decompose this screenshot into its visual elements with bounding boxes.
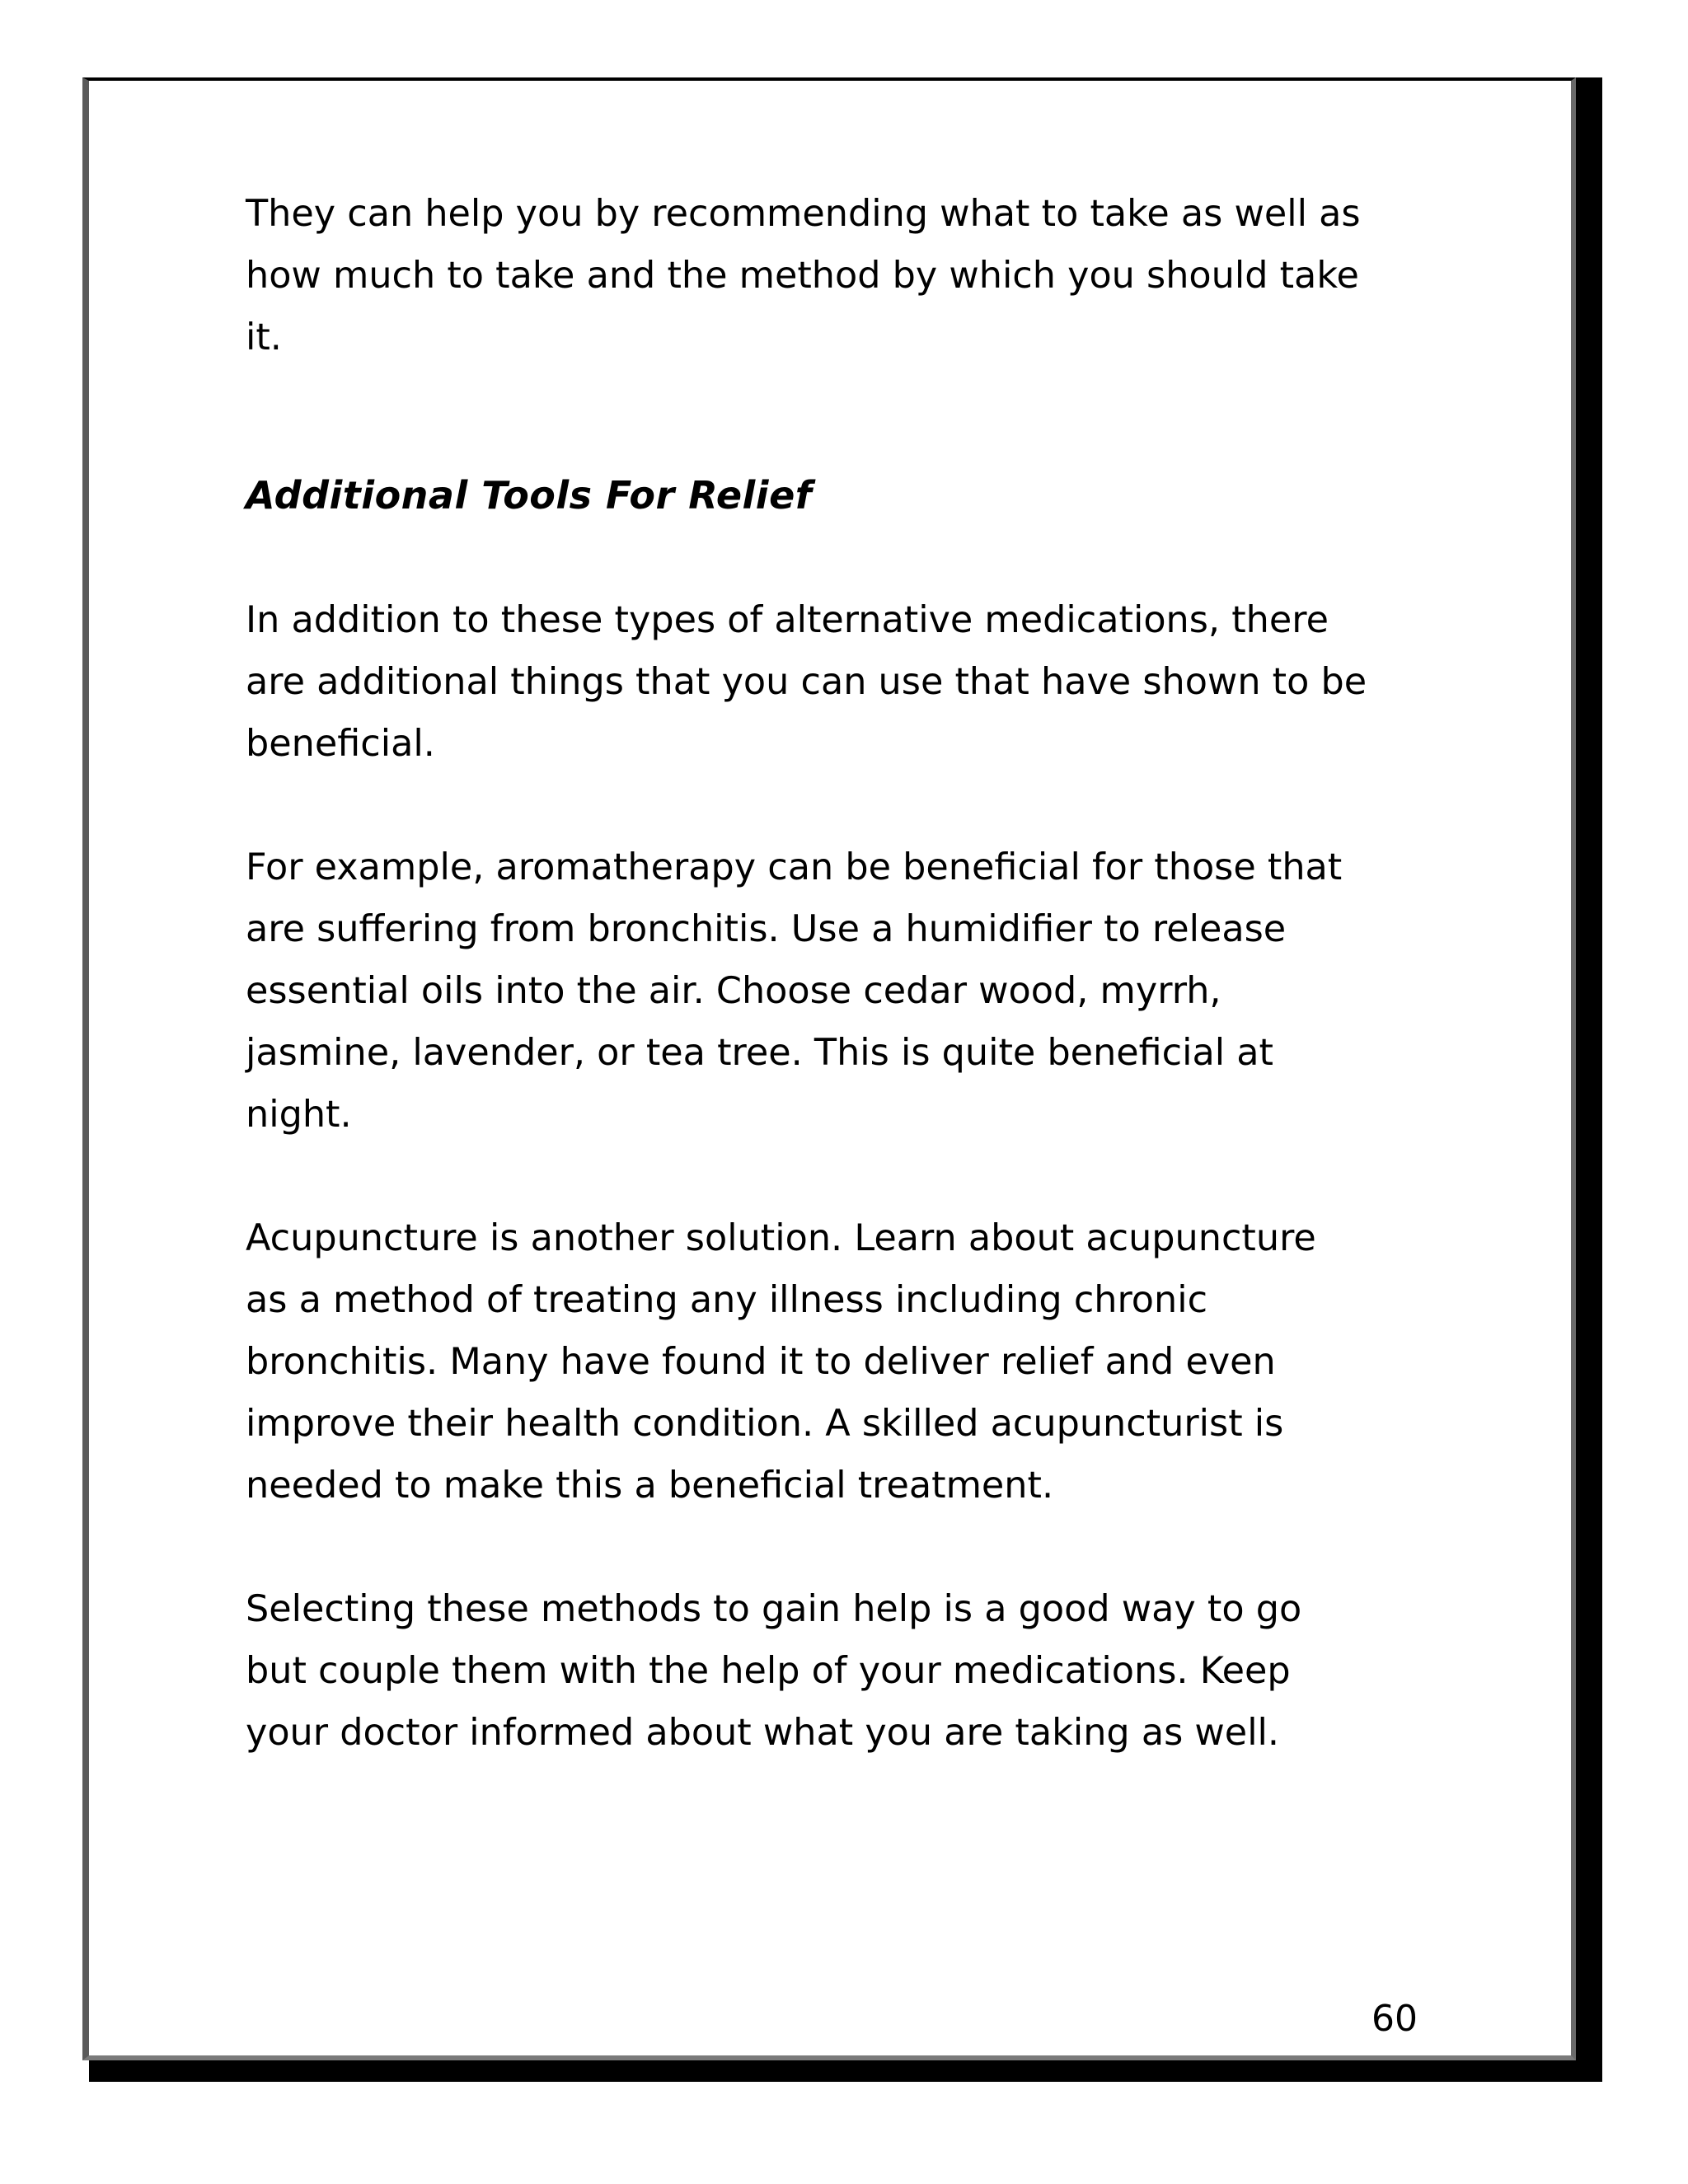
section-heading: Additional Tools For Relief: [246, 473, 813, 518]
page-content: [246, 183, 1432, 1764]
paragraph-intro: They can help you by recommending what to take as well as how much to take and the method by which you should take it.: [246, 193, 1361, 359]
paragraph-aromatherapy: For example, aromatherapy can be beneficial for those that are suffering from bronchitis. Use a humidifier to release essential oils into the air. Choose cedar wood, myrrh, jasmine, lavender, or tea tree. This is quite beneficial at night.: [246, 846, 1343, 1136]
page-number: 60: [1372, 1998, 1418, 2040]
paragraph-acupuncture: Acupuncture is another solution. Learn about acupuncture as a method of treating any illness including chronic bronchitis. Many have found it to deliver relief and even improve their health condition. A skilled acupuncturist is needed to make this a beneficial treatment.: [246, 1217, 1316, 1507]
paragraph-conclusion: Selecting these methods to gain help is a good way to go but couple them with the help of your medications. Keep your doctor informed about what you are taking as well.: [246, 1588, 1302, 1754]
paragraph-additional-things: In addition to these types of alternative medications, there are additional things that you can use that have shown to be beneficial.: [246, 599, 1367, 765]
